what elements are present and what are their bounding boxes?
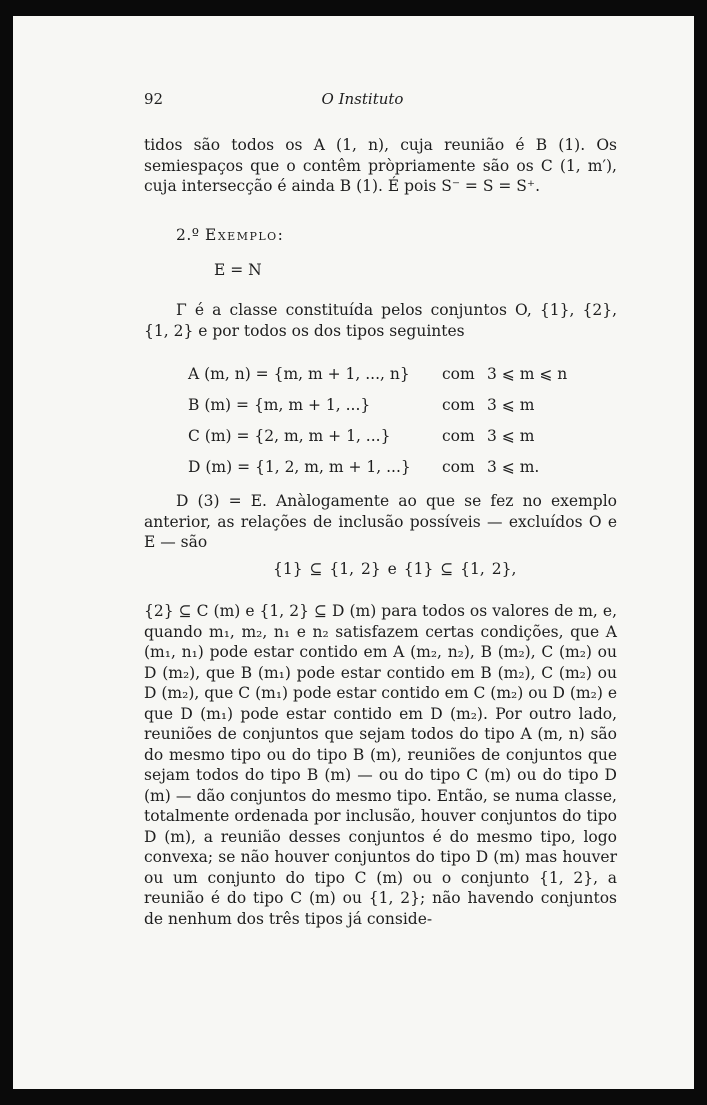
definition-lhs: B (m) = {m, m + 1, ...} [188, 396, 371, 414]
paragraph-3-text: D (3) = E. Anàlogamente ao que se fez no exemplo anterior, as relações de inclusão possíveis — excluídos O e E — são [144, 492, 617, 551]
paragraph-1 [144, 135, 617, 197]
definition-row [188, 396, 598, 427]
definition-condition: 3 ⩽ m [487, 396, 535, 414]
definition-row [188, 458, 598, 489]
definition-lhs: A (m, n) = {m, m + 1, ..., n} [188, 365, 410, 383]
definition-com: com [442, 427, 475, 445]
inclusions-formula: {1} ⊆ {1, 2} e {1} ⊆ {1, 2}, [273, 560, 517, 578]
definitions-list [188, 365, 598, 489]
example-number: 2.º [176, 226, 200, 244]
page-header [144, 90, 581, 112]
definition-condition: 3 ⩽ m ⩽ n [487, 365, 568, 383]
equation-e-equals-n: E = N [214, 261, 262, 279]
paragraph-2 [144, 300, 617, 341]
running-title: O Instituto [321, 90, 404, 108]
book-page [13, 16, 694, 1089]
definition-row [188, 365, 598, 396]
example-label: Exemplo: [205, 226, 285, 244]
definition-com: com [442, 365, 475, 383]
page-number: 92 [144, 90, 164, 108]
paragraph-1-text: tidos são todos os A (1, n), cuja reunião é B (1). Os semiespaços que o contêm pròpriamente são os C (1, m′), cuja intersecção é ainda B (1). É pois S⁻ = S = S⁺. [144, 136, 617, 195]
definition-com: com [442, 458, 475, 476]
paragraph-2-text: Γ é a classe constituída pelos conjuntos O, {1}, {2}, {1, 2} e por todos os dos tipos seguintes [144, 301, 617, 340]
definition-condition: 3 ⩽ m. [487, 458, 540, 476]
definition-row [188, 427, 598, 458]
paragraph-3 [144, 491, 617, 553]
definition-lhs: D (m) = {1, 2, m, m + 1, ...} [188, 458, 411, 476]
example-heading [176, 226, 284, 244]
definition-com: com [442, 396, 475, 414]
paragraph-4 [144, 601, 617, 929]
paragraph-4-text: {2} ⊆ C (m) e {1, 2} ⊆ D (m) para todos os valores de m, e, quando m₁, m₂, n₁ e n₂ satisfazem certas condições, que A (m₁, n₁) pode estar contido em A (m₂, n₂), B (m₂), C (m₂) ou D (m₂), que B (m₁) pode estar contido em B (m₂), C (m₂) ou D (m₂), que C (m₁) pode estar contido em C (m₂) ou D (m₂) e que D (m₁) pode estar contido em D (m₂). Por outro lado, reuniões de conjuntos que sejam todos do tipo A (m, n) são do mesmo tipo ou do tipo B (m), reuniões de conjuntos que sejam todos do tipo B (m) — ou do tipo C (m) ou do tipo D (m) — dão conjuntos do mesmo tipo. Então, se numa classe, totalmente ordenada por inclusão, houver conjuntos do tipo D (m), a reunião desses conjuntos é do mesmo tipo, logo convexa; se não houver conjuntos do tipo D (m) mas houver ou um conjunto do tipo C (m) ou o conjunto {1, 2}, a reunião é do tipo C (m) ou {1, 2}; não havendo conjuntos de nenhum dos três tipos já conside- [144, 602, 617, 928]
definition-lhs: C (m) = {2, m, m + 1, ...} [188, 427, 391, 445]
definition-condition: 3 ⩽ m [487, 427, 535, 445]
